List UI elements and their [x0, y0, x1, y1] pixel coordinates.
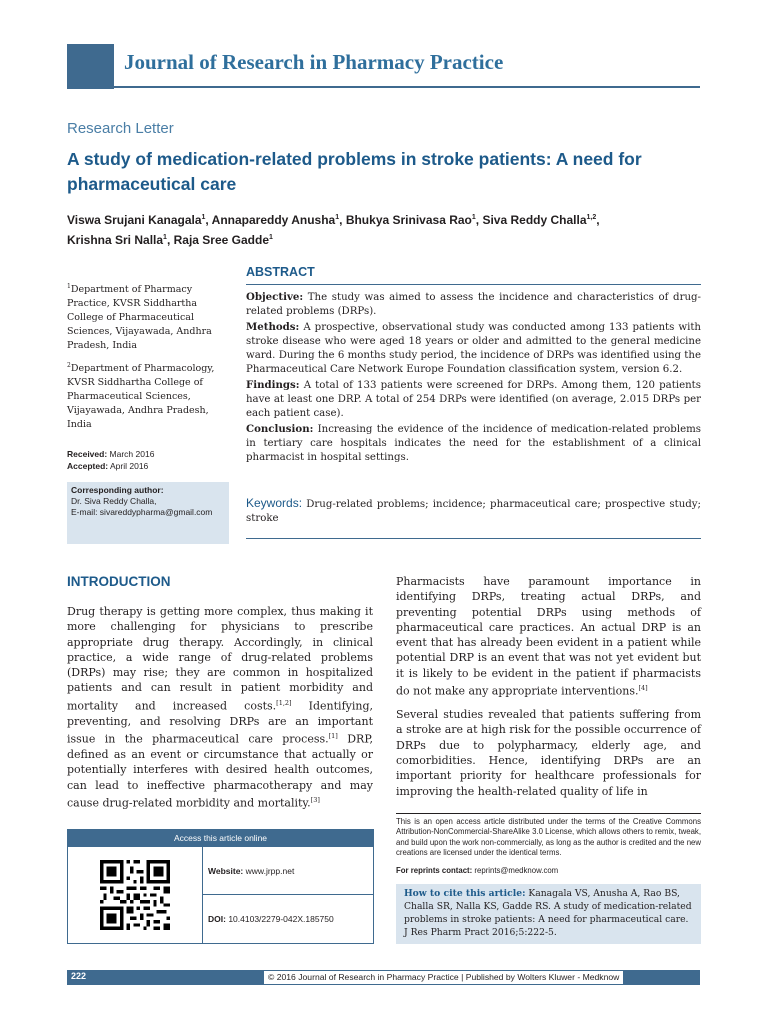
author-name: Raja Sree Gadde [173, 233, 270, 247]
author-aff: 1 [335, 214, 340, 221]
author-name: Krishna Sri Nalla [67, 233, 164, 247]
citation-ref[interactable]: [1,2] [276, 698, 292, 707]
keywords-text: Drug-related problems; incidence; pharmaceutical care; prospective study; stroke [246, 499, 701, 525]
abstract-heading: ABSTRACT [246, 265, 315, 279]
reprints-email[interactable]: reprints@medknow.com [474, 866, 559, 875]
introduction-right-column [396, 574, 701, 807]
access-heading: Access this article online [68, 830, 373, 847]
access-divider-horizontal [202, 894, 374, 895]
abstract-methods: Methods: A prospective, observational study was conducted among 133 patients with stroke disease who were aged 18 years or older and admitted to the general medicine ward. During the 6 months study period, the incidence of DRPs was identified using the Pharmaceutical Care Network Europe Foundation classification system, version 6.2. [246, 320, 701, 376]
author-name: Viswa Srujani Kanagala [67, 213, 202, 227]
page-number: 222 [71, 971, 87, 981]
reprints-contact: For reprints contact: reprints@medknow.com [396, 866, 559, 875]
affiliations [67, 280, 227, 438]
citation-ref[interactable]: [1] [328, 732, 338, 741]
introduction-left-column: Drug therapy is getting more complex, thus making it more challenging for physicians to prescribe appropriate drug therapy. Accordingly, in clinical practice, a wide range of drug-related problems (DRPs) may rise; they are common in hospitalized patients and can result in patient morbidity and mortality and increased costs.[1,2] Identifying, preventing, and resolving DRPs are an important issue in the pharmaceutical care process.[1] DRP, defined as an event or circumstance that actually or potentially interferes with desired health outcomes, can lead to ineffective pharmacotherapy and may cause drug-related morbidity and mortality.[3] [67, 605, 373, 810]
header-rule [114, 86, 700, 88]
corresponding-label: Corresponding author: [71, 485, 164, 495]
introduction-heading: INTRODUCTION [67, 574, 171, 589]
affiliation-item: $^1$Department of Pharmacy Practice, KVSR Siddhartha College of Pharmaceutical Sciences, Vijayawada, Andhra Pradesh, India [67, 283, 212, 352]
corresponding-author-box [67, 482, 229, 544]
abstract-body [246, 290, 701, 466]
access-online-box [67, 829, 374, 944]
keywords-label: Keywords: [246, 496, 303, 510]
author-aff: 1 [269, 234, 273, 241]
author-name: Bhukya Srinivasa Rao [345, 213, 472, 227]
cite-label: How to cite this article: [404, 888, 526, 899]
paragraph: Pharmacists have paramount importance in identifying DRPs, treating actual DRPs, and preventing potential DRPs using methods of pharmaceutical care practices. An actual DRP is an event that has already been evident in a patient while potential DRP is an event that was not yet evident but it is likely to be evident in the patient if pharmacists do not make any appropriate interventions.[4] [396, 575, 701, 698]
website-link[interactable]: Website: www.jrpp.net [208, 866, 295, 876]
keywords [246, 496, 701, 527]
doi-link[interactable]: DOI: 10.4103/2279-042X.185750 [208, 914, 334, 924]
license-text: This is an open access article distributed under the terms of the Creative Commons Attribution-NonCommercial-ShareAlike 3.0 License, which allows others to remix, tweak, and build upon the work non-commercially, as long as the author is credited and the new creations are licensed under the identical terms. [396, 813, 701, 858]
footer-copyright: © 2016 Journal of Research in Pharmacy Practice | Published by Wolters Kluwer - Medknow [264, 971, 623, 984]
author-aff: 1 [163, 234, 167, 241]
author-name: Siva Reddy Challa [482, 213, 587, 227]
qr-code-icon [100, 860, 170, 930]
citation-ref[interactable]: [3] [310, 795, 320, 804]
author-list: Viswa Srujani Kanagala$^1$, Annapareddy Anusha$^1$, Bhukya Srinivasa Rao$^1$, Siva Reddy Challa$^{1,2}$, Krishna Sri Nalla$^1$, Raja Sree Gadde$^1$ [67, 213, 600, 247]
received-date: Received: March 2016 [67, 449, 155, 459]
journal-title: Journal of Research in Pharmacy Practice [124, 50, 504, 74]
abstract-objective: Objective: The study was aimed to assess the incidence and characteristics of drug-related problems (DRPs). [246, 291, 701, 318]
corresponding-name: Dr. Siva Reddy Challa, [71, 496, 157, 506]
article-type: Research Letter [67, 120, 174, 137]
affiliation-item: $^2$Department of Pharmacology, KVSR Siddhartha College of Pharmaceutical Sciences, Vijayawada, Andhra Pradesh, India [67, 362, 215, 431]
citation-ref[interactable]: [4] [638, 684, 648, 693]
article-title: A study of medication-related problems in stroke patients: A need for pharmaceutical care [67, 149, 642, 194]
abstract-rule [246, 284, 701, 285]
header-logo-block [67, 44, 114, 89]
paragraph: Several studies revealed that patients suffering from a stroke are at high risk for the possible occurrence of DRPs due to polypharmacy, elderly age, and comorbidities. Hence, identifying DRPs are an important priority for healthcare professionals for improving the health-related quality of life in [396, 708, 701, 798]
cite-text: Kanagala VS, Anusha A, Rao BS, Challa SR, Nalla KS, Gadde RS. A study of medication-related problems in stroke patients: A need for pharmaceutical care. J Res Pharm Pract 2016;5:222-5. [404, 888, 692, 938]
author-aff: 1 [471, 214, 476, 221]
abstract-conclusion: Conclusion: Increasing the evidence of the incidence of medication-related problems in tertiary care hospitals indicates the need for the establishment of a clinical pharmacist in hospital settings. [246, 422, 701, 464]
keywords-rule [246, 538, 701, 539]
abstract-findings: Findings: A total of 133 patients were screened for DRPs. Among them, 120 patients have at least one DRP. A total of 254 DRPs were identified (on average, 2.015 DRPs per each patient case). [246, 378, 701, 420]
access-divider-vertical [202, 847, 203, 944]
corresponding-email[interactable]: E-mail: sivareddypharma@gmail.com [71, 507, 213, 517]
author-aff: 1,2 [586, 214, 597, 221]
accepted-date: Accepted: April 2016 [67, 461, 149, 471]
how-to-cite-box [396, 884, 701, 944]
author-aff: 1 [201, 214, 206, 221]
author-name: Annapareddy Anusha [211, 213, 336, 227]
article-dates [67, 448, 227, 472]
